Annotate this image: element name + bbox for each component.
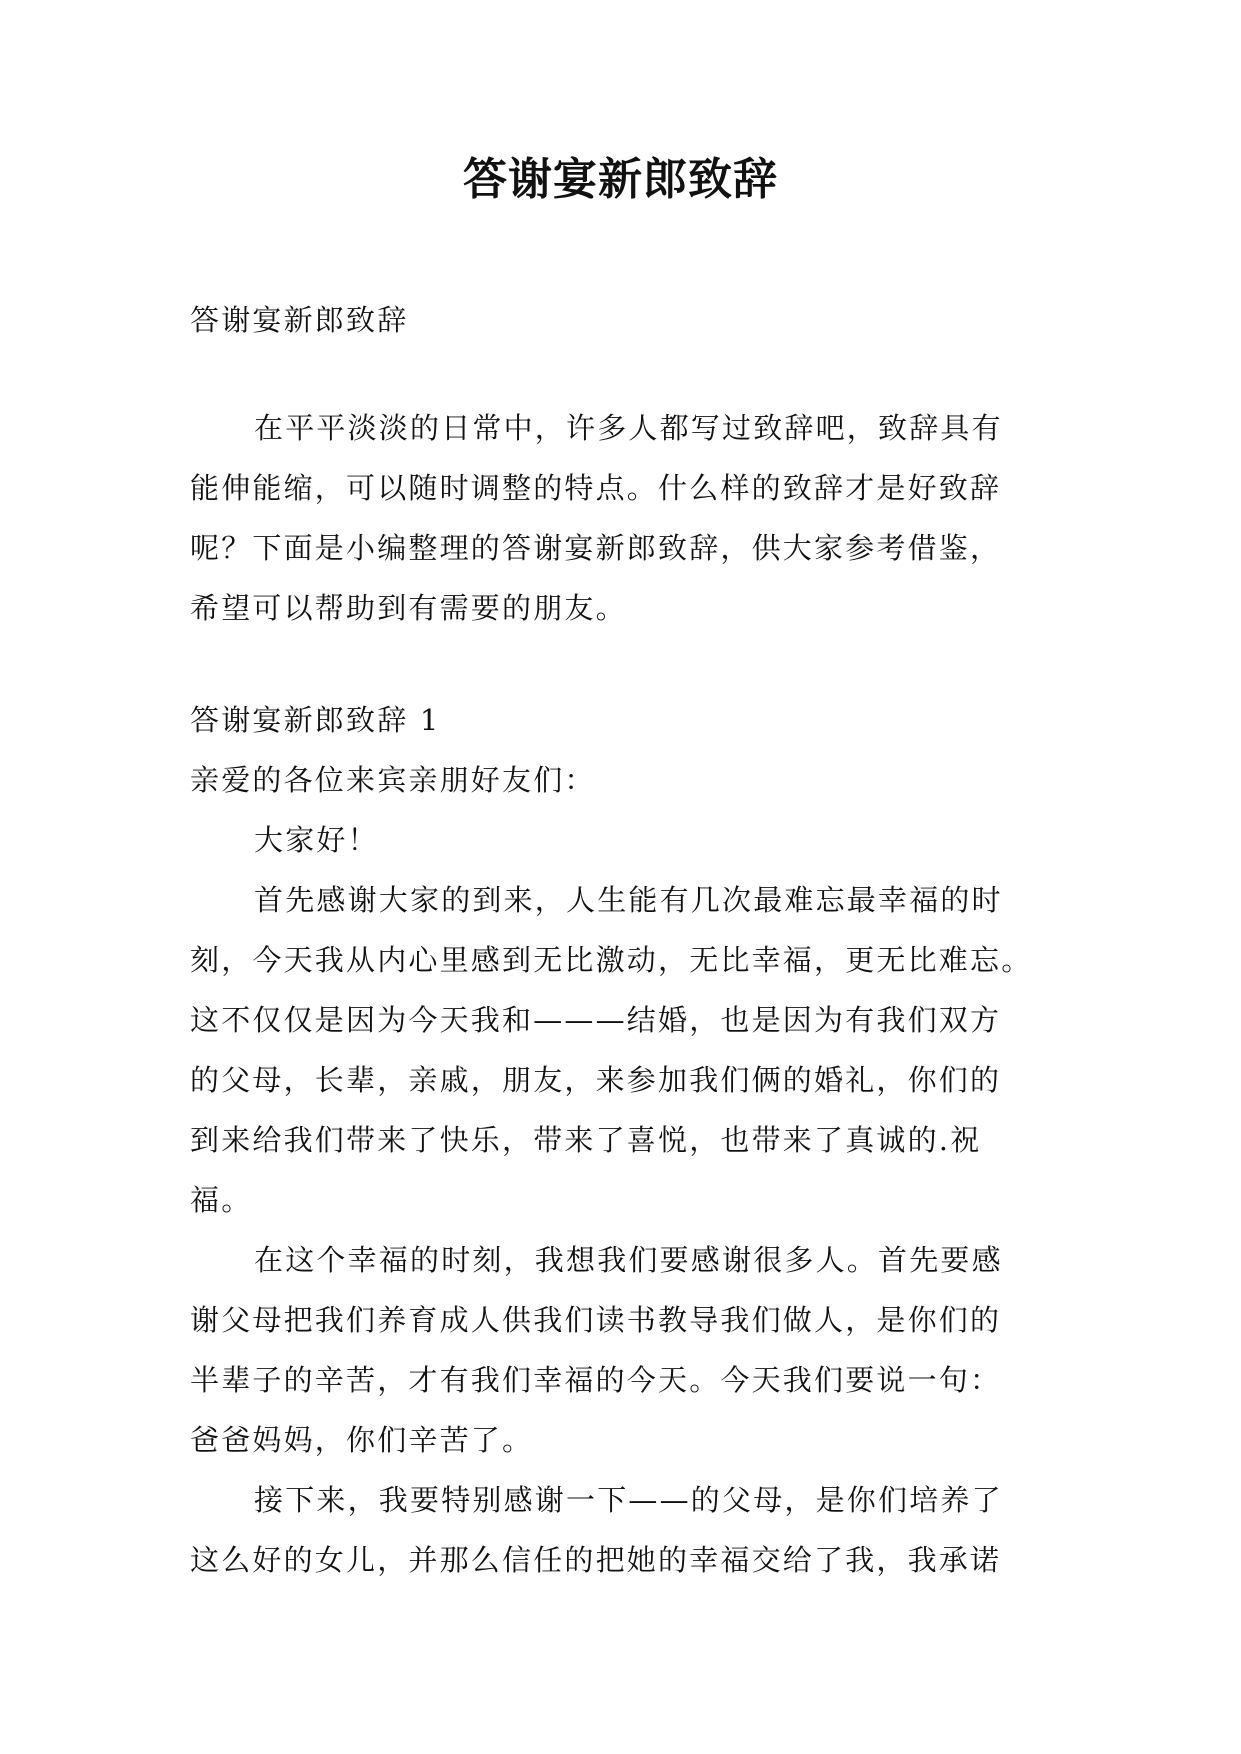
paragraph-line: 刻，今天我从内心里感到无比激动，无比幸福，更无比难忘。 [190,943,1033,977]
paragraph-line: 在这个幸福的时刻，我想我们要感谢很多人。首先要感 [254,1243,1003,1277]
section-heading: 答谢宴新郎致辞 1 [190,703,441,737]
paragraph-line: 福。 [190,1183,253,1217]
paragraph-gratitude-in-laws [190,1470,1070,1590]
paragraph-line: 的父母，长辈，亲戚，朋友，来参加我们俩的婚礼，你们的 [190,1063,1002,1097]
intro-line: 希望可以帮助到有需要的朋友。 [190,591,627,625]
paragraph-line: 接下来，我要特别感谢一下——的父母，是你们培养了 [254,1483,1003,1517]
document-subtitle: 答谢宴新郎致辞 [190,303,409,337]
intro-line: 呢？下面是小编整理的答谢宴新郎致辞，供大家参考借鉴， [190,531,1002,565]
paragraph-line: 这么好的女儿，并那么信任的把她的幸福交给了我，我承诺 [190,1543,1002,1577]
greeting: 大家好！ [254,823,379,857]
intro-line: 在平平淡淡的日常中，许多人都写过致辞吧，致辞具有 [254,411,1003,445]
intro-line: 能伸能缩，可以随时调整的特点。什么样的致辞才是好致辞 [190,471,1002,505]
speech-section [190,690,1070,1590]
subtitle-block [190,290,1070,350]
paragraph-gratitude-parents [190,1230,1070,1470]
paragraph-line: 首先感谢大家的到来，人生能有几次最难忘最幸福的时 [254,883,1003,917]
paragraph-line: 这不仅仅是因为今天我和———结婚，也是因为有我们双方 [190,1003,1002,1037]
intro-paragraph [190,398,1070,638]
document-title: 答谢宴新郎致辞 [463,154,778,205]
paragraph-line: 爸爸妈妈，你们辛苦了。 [190,1423,534,1457]
paragraph-gratitude-guests [190,870,1070,1230]
salutation: 亲爱的各位来宾亲朋好友们： [190,763,596,797]
paragraph-line: 半辈子的辛苦，才有我们幸福的今天。今天我们要说一句： [190,1363,1002,1397]
paragraph-line: 到来给我们带来了快乐，带来了喜悦，也带来了真诚的.祝 [190,1123,982,1157]
paragraph-line: 谢父母把我们养育成人供我们读书教导我们做人，是你们的 [190,1303,1002,1337]
